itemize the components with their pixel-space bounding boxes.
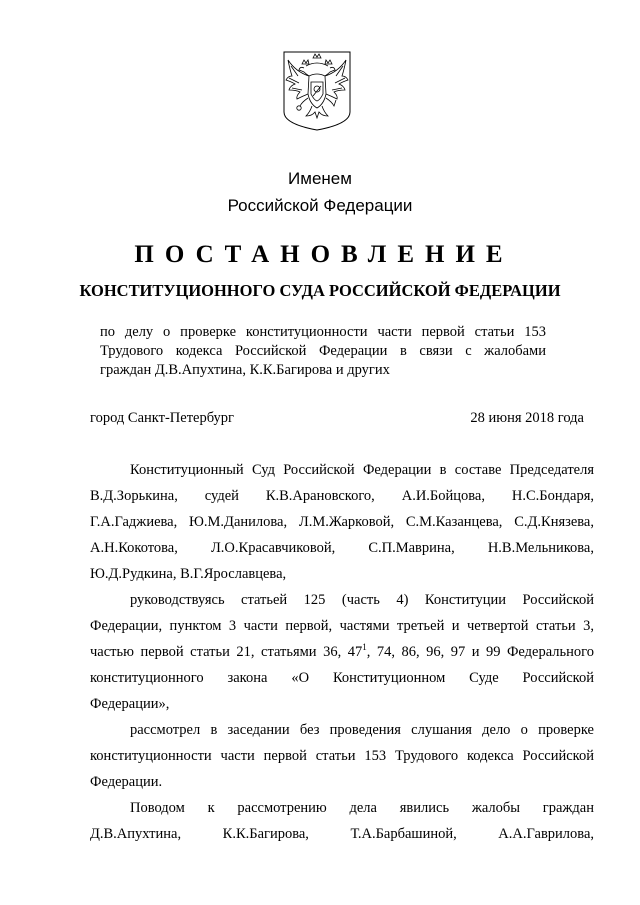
document-type-title: ПОСТАНОВЛЕНИЕ: [134, 241, 514, 268]
body-line: рассмотрел в заседании без проведения слушания дело о проверке: [130, 722, 594, 738]
decision-date: 28 июня 2018 года: [470, 410, 584, 426]
body-line: Федерации.: [90, 774, 163, 790]
case-subject-line: Трудового кодекса Российской Федерации в связи с жалобами: [100, 343, 546, 359]
russian-double-headed-eagle-icon: [282, 50, 352, 132]
body-line: конституционного закона «О Конституционном Суде Российской: [90, 670, 594, 686]
body-line: Конституционный Суд Российской Федерации в составе Председателя: [130, 462, 594, 478]
body-line: Г.А.Гаджиева, Ю.М.Данилова, Л.М.Жарковой, С.М.Казанцева, С.Д.Князева,: [90, 514, 594, 530]
body-line-with-superscript: [90, 639, 594, 665]
invocation-line-1: Именем: [288, 169, 352, 188]
superscript: 1: [362, 642, 367, 653]
body-line: Поводом к рассмотрению дела явились жалобы граждан: [130, 800, 594, 816]
court-name: КОНСТИТУЦИОННОГО СУДА РОССИЙСКОЙ ФЕДЕРАЦИИ: [79, 281, 561, 300]
city: город Санкт-Петербург: [90, 410, 235, 426]
body-line: В.Д.Зорькина, судей К.В.Арановского, А.И.Бойцова, Н.С.Бондаря,: [90, 488, 594, 504]
body-text-fragment: частью первой статьи 21, статьями 36, 47: [90, 644, 363, 660]
body-line: руководствуясь статьей 125 (часть 4) Конституции Российской: [130, 592, 594, 608]
body-line: конституционности части первой статьи 153 Трудового кодекса Российской: [90, 748, 594, 764]
place-and-date: [90, 408, 584, 428]
case-subject-line: по делу о проверке конституционности части первой статьи 153: [100, 324, 546, 340]
body-line: А.Н.Кокотова, Л.О.Красавчиковой, С.П.Маврина, Н.В.Мельникова,: [90, 540, 594, 556]
case-subject: [100, 323, 546, 380]
body-line: Д.В.Апухтина, К.К.Багирова, Т.А.Барбашиной, А.А.Гаврилова,: [90, 826, 594, 842]
invocation-line-2: Российской Федерации: [227, 196, 413, 215]
body-line: Федерации, пунктом 3 части первой, частями третьей и четвертой статьи 3,: [90, 618, 594, 634]
body-line: Ю.Д.Рудкина, В.Г.Ярославцева,: [90, 566, 287, 582]
body-line: Федерации»,: [90, 696, 170, 712]
document-body: [90, 457, 594, 847]
case-subject-line: граждан Д.В.Апухтина, К.К.Багирова и других: [100, 362, 390, 378]
body-text-fragment: , 74, 86, 96, 97 и 99 Федерального: [366, 644, 595, 660]
